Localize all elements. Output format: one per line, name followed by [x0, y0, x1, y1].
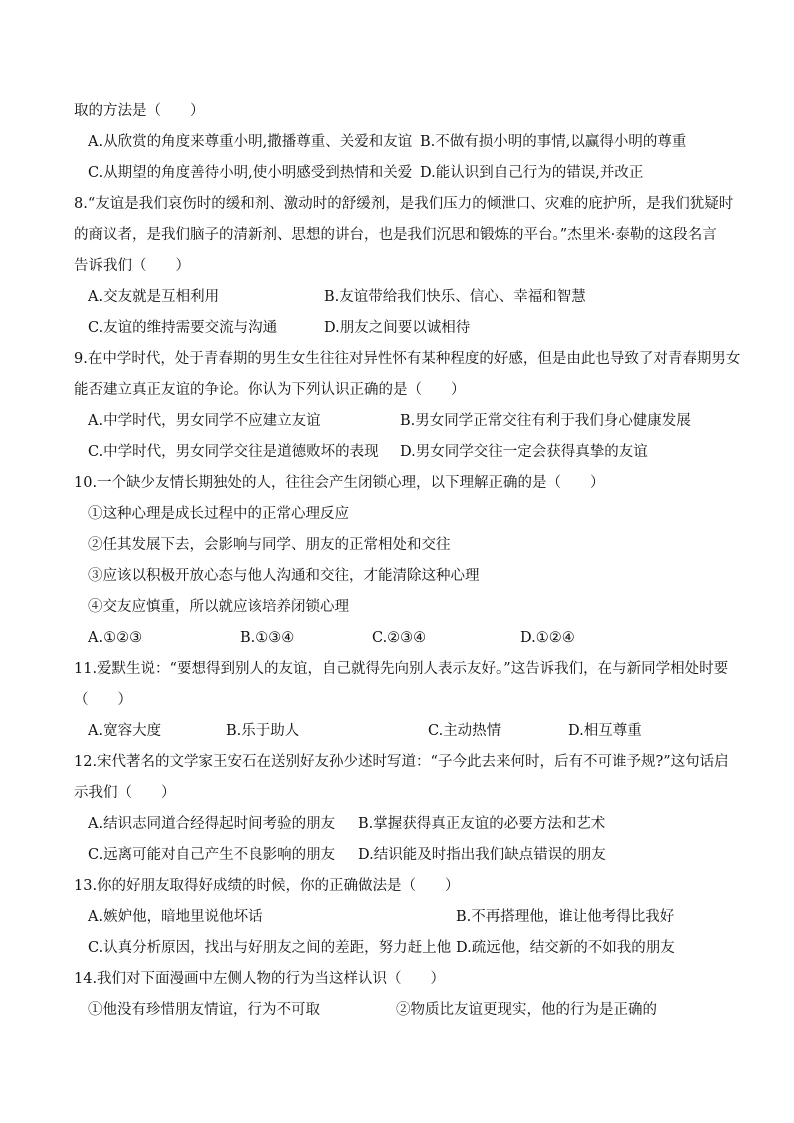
q14-statement-2: ②物质比友谊更现实，他的行为是正确的 — [396, 1002, 657, 1018]
q7-options-row-1 — [74, 127, 724, 158]
q11-option-d[interactable]: D.相互尊重 — [568, 723, 642, 739]
q13-option-b[interactable]: B.不再搭理他，谁让他考得比我好 — [456, 909, 675, 925]
q12-stem-line-1: 12.宋代著名的文学家王安石在送别好友孙少述时写道：“子今此去来何时，后有不可谁予规?”这句话启 — [74, 754, 729, 770]
q12-option-b[interactable]: B.掌握获得真正友谊的必要方法和艺术 — [358, 816, 606, 832]
q8-stem-line-3: 告诉我们（ ） — [74, 258, 190, 274]
q11-option-b[interactable]: B.乐于助人 — [226, 723, 300, 739]
q12-option-a[interactable]: A.结识志同道合经得起时间考验的朋友 — [88, 816, 336, 832]
q7-stem — [74, 96, 724, 127]
q10-option-a[interactable]: A.①②③ — [88, 630, 143, 646]
q14-statements-row — [74, 995, 724, 1026]
q12-option-c[interactable]: C.远离可能对自己产生不良影响的朋友 — [88, 847, 336, 863]
q9-option-a[interactable]: A.中学时代，男女同学不应建立友谊 — [88, 413, 321, 429]
q7-option-b[interactable]: B.不做有损小明的事情,以赢得小明的尊重 — [420, 134, 687, 150]
q8-option-c[interactable]: C.友谊的维持需要交流与沟通 — [88, 320, 278, 336]
q10-option-c[interactable]: C.②③④ — [372, 630, 427, 646]
q14-statement-1: ①他没有珍惜朋友情谊，行为不可取 — [88, 1002, 320, 1018]
q12-option-d[interactable]: D.结识能及时指出我们缺点错误的朋友 — [358, 847, 606, 863]
q12-stem-line-2: 示我们（ ） — [74, 785, 176, 801]
q9-option-c[interactable]: C.中学时代，男女同学交往是道德败坏的表现 — [88, 444, 379, 460]
q7-option-a[interactable]: A.从欣赏的角度来尊重小明,撒播尊重、关爱和友谊 — [88, 134, 413, 150]
q13-options-row-1 — [74, 902, 724, 933]
q13-option-a[interactable]: A.嫉妒他，暗地里说他坏话 — [88, 909, 263, 925]
q8-options-row-1 — [74, 282, 724, 313]
q11-option-a[interactable]: A.宽容大度 — [88, 723, 162, 739]
q8-stem-line-2: 的商议者，是我们脑子的清新剂、思想的讲台，也是我们沉思和锻炼的平台。”杰里米·泰勒的这段名言 — [74, 227, 717, 243]
q10-statement-1: ①这种心理是成长过程中的正常心理反应 — [88, 506, 349, 522]
q13-options-row-2 — [74, 933, 724, 964]
question-list — [74, 96, 741, 1026]
q9-options-row-2 — [74, 437, 724, 468]
q10-option-b[interactable]: B.①③④ — [240, 630, 295, 646]
q9-stem-line-1: 9.在中学时代，处于青春期的男生女生往往对异性怀有某种程度的好感，但是由此也导致了对青春期男女 — [74, 351, 741, 367]
q14-stem: 14.我们对下面漫画中左侧人物的行为当这样认识（ ） — [74, 971, 446, 987]
q10-statement-3: ③应该以积极开放心态与他人沟通和交往，才能清除这种心理 — [88, 568, 480, 584]
q12-options-row-2 — [74, 840, 724, 871]
q13-option-c[interactable]: C.认真分析原因，找出与好朋友之间的差距，努力赶上他 — [88, 940, 452, 956]
q9-option-d[interactable]: D.男女同学交往一定会获得真挚的友谊 — [400, 444, 648, 460]
q10-statement-2: ②任其发展下去，会影响与同学、朋友的正常相处和交往 — [88, 537, 451, 553]
q7-stem-text: 取的方法是（ ） — [74, 103, 205, 119]
q8-stem-line-1: 8.“友谊是我们哀伤时的缓和剂、激动时的舒缓剂，是我们压力的倾泄口、灾难的庇护所，是我们犹疑时 — [74, 196, 734, 212]
q11-options-row — [74, 716, 724, 747]
q11-stem-line-2: （ ） — [74, 692, 132, 708]
q10-options-row — [74, 623, 724, 654]
q10-option-d[interactable]: D.①②④ — [520, 630, 575, 646]
q9-option-b[interactable]: B.男女同学正常交往有利于我们身心健康发展 — [400, 413, 691, 429]
q7-option-c[interactable]: C.从期望的角度善待小明,使小明感受到热情和关爱 — [88, 165, 413, 181]
q10-stem: 10.一个缺少友情长期独处的人，往往会产生闭锁心理，以下理解正确的是（ ） — [74, 475, 605, 491]
q9-options-row-1 — [74, 406, 724, 437]
q9-stem-line-2: 能否建立真正友谊的争论。你认为下列认识正确的是（ ） — [74, 382, 466, 398]
q13-stem: 13.你的好朋友取得好成绩的时候，你的正确做法是（ ） — [74, 878, 460, 894]
q10-statement-4: ④交友应慎重，所以就应该培养闭锁心理 — [88, 599, 349, 615]
q7-option-d[interactable]: D.能认识到自己行为的错误,并改正 — [420, 165, 644, 181]
q11-stem-line-1: 11.爱默生说：“要想得到别人的友谊，自己就得先向别人表示友好。”这告诉我们，在与新同学相处时要 — [74, 661, 729, 677]
q11-option-c[interactable]: C.主动热情 — [428, 723, 502, 739]
q8-option-b[interactable]: B.友谊带给我们快乐、信心、幸福和智慧 — [324, 289, 586, 305]
q7-options-row-2 — [74, 158, 724, 189]
q13-option-d[interactable]: D.疏远他，结交新的不如我的朋友 — [456, 940, 675, 956]
q8-option-a[interactable]: A.交友就是互相利用 — [88, 289, 220, 305]
q12-options-row-1 — [74, 809, 724, 840]
q8-options-row-2 — [74, 313, 724, 344]
q8-option-d[interactable]: D.朋友之间要以诚相待 — [324, 320, 471, 336]
